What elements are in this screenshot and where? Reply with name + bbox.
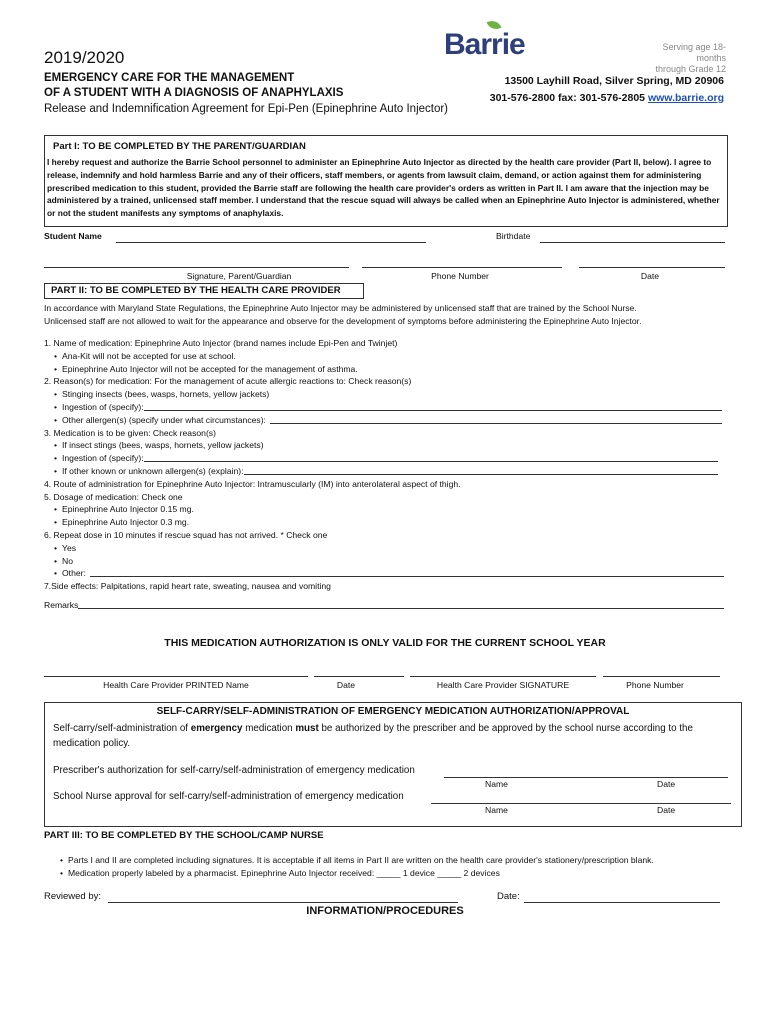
hcp-signature-field[interactable] (410, 676, 596, 677)
hcp-phone-field[interactable] (603, 676, 720, 677)
ingestion-field-2[interactable] (144, 452, 718, 462)
part2-heading-box (44, 283, 364, 299)
hcp-date-field[interactable] (314, 676, 404, 677)
other-allergen-field[interactable] (270, 414, 722, 424)
phone-fax: 301-576-2800 fax: 301-576-2805 (489, 92, 646, 104)
remarks-field[interactable] (78, 599, 724, 609)
item-3a-checkbox[interactable]: • If insect stings (bees, wasps, hornets, yellow jackets) (44, 439, 726, 452)
review-date-label: Date: (497, 891, 520, 902)
hcp-date-label: Date (336, 680, 356, 690)
item-1: 1. Name of medication: Epinephrine Auto Injector (brand names include Epi-Pen and Twinjet) (44, 338, 398, 348)
info-procedures-heading: INFORMATION/PROCEDURES (306, 905, 464, 917)
hcp-phone-label: Phone Number (626, 680, 684, 690)
repeat-other-label: • Other: (62, 568, 86, 579)
school-address (470, 73, 724, 107)
item-3c-label: • If other known or unknown allergen(s) (explain): (62, 465, 244, 476)
student-name-field[interactable] (116, 242, 426, 243)
repeat-other-checkbox[interactable] (44, 567, 726, 580)
reviewed-by-field[interactable] (108, 902, 458, 903)
hcp-signature-label: Health Care Provider SIGNATURE (436, 680, 570, 690)
review-date-field[interactable] (524, 902, 720, 903)
part1-heading: Part I: TO BE COMPLETED BY THE PARENT/GUARDIAN (53, 141, 306, 152)
part3-bullet-1: • Parts I and II are completed including signatures. It is acceptable if all items in Part II are written on the health care provider's stationery/prescription blank. (50, 854, 746, 867)
part2-intro-1: In accordance with Maryland State Regulations, the Epinephrine Auto Injector may be administered by unlicensed staff that are trained by the School Nurse. (44, 303, 637, 313)
nurse-approval-field[interactable] (431, 803, 731, 804)
explain-field[interactable] (244, 465, 718, 475)
parent-phone-field[interactable] (362, 267, 562, 268)
part2-heading: PART II: TO BE COMPLETED BY THE HEALTH CARE PROVIDER (51, 285, 341, 296)
parent-signature-field[interactable] (44, 267, 349, 268)
item-2b-checkbox[interactable] (44, 401, 726, 414)
selfcarry-text-e: be authorized by the prescriber and be approved by the school nurse according to the medication policy. (53, 723, 693, 749)
selfcarry-text-d: must (295, 723, 319, 734)
parent-date-field[interactable] (579, 267, 725, 268)
prescriber-field[interactable] (444, 777, 728, 778)
reviewed-by-label: Reviewed by: (44, 891, 102, 902)
item-6: 6. Repeat dose in 10 minutes if rescue squad has not arrived. * Check one (44, 529, 328, 540)
nurse-approval-label: School Nurse approval for self-carry/self-administration of emergency medication (53, 791, 404, 802)
nurse-date-label: Date (657, 805, 676, 815)
school-tagline (636, 42, 726, 75)
form-title-line1: EMERGENCY CARE FOR THE MANAGEMENT (44, 72, 295, 84)
item-7: 7.Side effects: Palpitations, rapid heart rate, sweating, nausea and vomiting (44, 581, 331, 592)
dose-03-checkbox[interactable]: • Epinephrine Auto Injector 0.3 mg. (44, 516, 726, 529)
tagline-line1: Serving age 18-months (662, 42, 726, 63)
selfcarry-text-a: Self-carry/self-administration of (53, 723, 191, 734)
item-1b: • Epinephrine Auto Injector will not be accepted for the management of asthma. (44, 363, 726, 376)
part1-agreement-text: I hereby request and authorize the Barrie School personnel to administer an Epinephrine Auto Injector as directed by the health care provider (Part II, below). I agree to release, indemnify and hold harmless Barrie and any of their officers, staff members, or agents from lawsuit claim, demand, or action against them for administering prescribed medication to this student, provided the Barrie staff are following the health care provider's orders as written in Part II. I am aware that the injection may be administered by a trained, unlicensed staff member. I understand that the rescue squad will always be called when an Epinephrine Auto Injector is administered, whether or not the student manifests any symptoms of anaphylaxis. (47, 157, 720, 219)
form-title-line2: OF A STUDENT WITH A DIAGNOSIS OF ANAPHYLAXIS (44, 87, 344, 99)
item-2b-label: • Ingestion of (specify): (62, 401, 144, 412)
birthdate-field[interactable] (540, 242, 725, 243)
repeat-yes-checkbox[interactable]: • Yes (44, 542, 726, 555)
remarks-label: Remarks (44, 599, 79, 610)
item-3b-label: • Ingestion of (specify): (62, 453, 144, 464)
part2-items (44, 337, 726, 612)
birthdate-label: Birthdate (496, 231, 531, 241)
part1-box (44, 135, 728, 227)
part2-intro-2: Unlicensed staff are not allowed to wait for the appearance and observe for the development of symptoms before administering the Epinephrine Auto Injector. (44, 316, 642, 326)
part3-bullet-2: • Medication properly labeled by a pharmacist. Epinephrine Auto Injector received: _____ 1 device _____ 2 devices (50, 867, 746, 880)
remarks-row (44, 599, 726, 612)
item-3b-checkbox[interactable] (44, 452, 726, 465)
form-title (44, 71, 343, 101)
item-4: 4. Route of administration for Epinephrine Auto Injector: Intramuscularly (IM) into anterolateral aspect of thigh. (44, 478, 461, 489)
hcp-printed-name-field[interactable] (44, 676, 308, 677)
valid-notice: THIS MEDICATION AUTHORIZATION IS ONLY VALID FOR THE CURRENT SCHOOL YEAR (164, 637, 606, 649)
hcp-name-label: Health Care Provider PRINTED Name (103, 680, 249, 690)
prescriber-name-label: Name (485, 779, 508, 789)
item-3: 3. Medication is to be given: Check reason(s) (44, 427, 216, 438)
website-link[interactable]: www.barrie.org (647, 92, 724, 104)
item-1a: • Ana-Kit will not be accepted for use at school. (44, 350, 726, 363)
date-label: Date (640, 271, 660, 281)
selfcarry-text (53, 721, 735, 751)
repeat-other-field[interactable] (90, 567, 724, 577)
item-2a-checkbox[interactable]: • Stinging insects (bees, wasps, hornets, yellow jackets) (44, 388, 726, 401)
item-2: 2. Reason(s) for medication: For the management of acute allergic reactions to: Check reason(s) (44, 376, 412, 387)
ingestion-field[interactable] (144, 401, 722, 411)
dose-015-checkbox[interactable]: • Epinephrine Auto Injector 0.15 mg. (44, 503, 726, 516)
nurse-name-label: Name (485, 805, 508, 815)
selfcarry-box (44, 702, 742, 827)
barrie-logo: Barrie (444, 28, 525, 61)
item-3c-checkbox[interactable] (44, 465, 726, 478)
address-line: 13500 Layhill Road, Silver Spring, MD 20906 (504, 75, 724, 87)
prescriber-date-label: Date (657, 779, 676, 789)
tagline-line2: through Grade 12 (655, 64, 726, 74)
school-year: 2019/2020 (44, 48, 125, 67)
item-2c-checkbox[interactable] (44, 414, 726, 427)
signature-label: Signature, Parent/Guardian (186, 271, 292, 281)
selfcarry-heading: SELF-CARRY/SELF-ADMINISTRATION OF EMERGENCY MEDICATION AUTHORIZATION/APPROVAL (156, 706, 630, 717)
selfcarry-text-c: medication (242, 723, 296, 734)
prescriber-label: Prescriber's authorization for self-carry/self-administration of emergency medication (53, 765, 415, 776)
student-name-label: Student Name (44, 231, 102, 241)
item-2c-label: • Other allergen(s) (specify under what circumstances): (62, 414, 266, 425)
phone-number-label: Phone Number (431, 271, 489, 281)
form-subtitle: Release and Indemnification Agreement for Epi-Pen (Epinephrine Auto Injector) (44, 103, 449, 115)
repeat-no-checkbox[interactable]: • No (44, 555, 726, 568)
selfcarry-text-b: emergency (190, 723, 243, 734)
item-5: 5. Dosage of medication: Check one (44, 491, 183, 502)
part3-heading: PART III: TO BE COMPLETED BY THE SCHOOL/CAMP NURSE (44, 830, 324, 841)
